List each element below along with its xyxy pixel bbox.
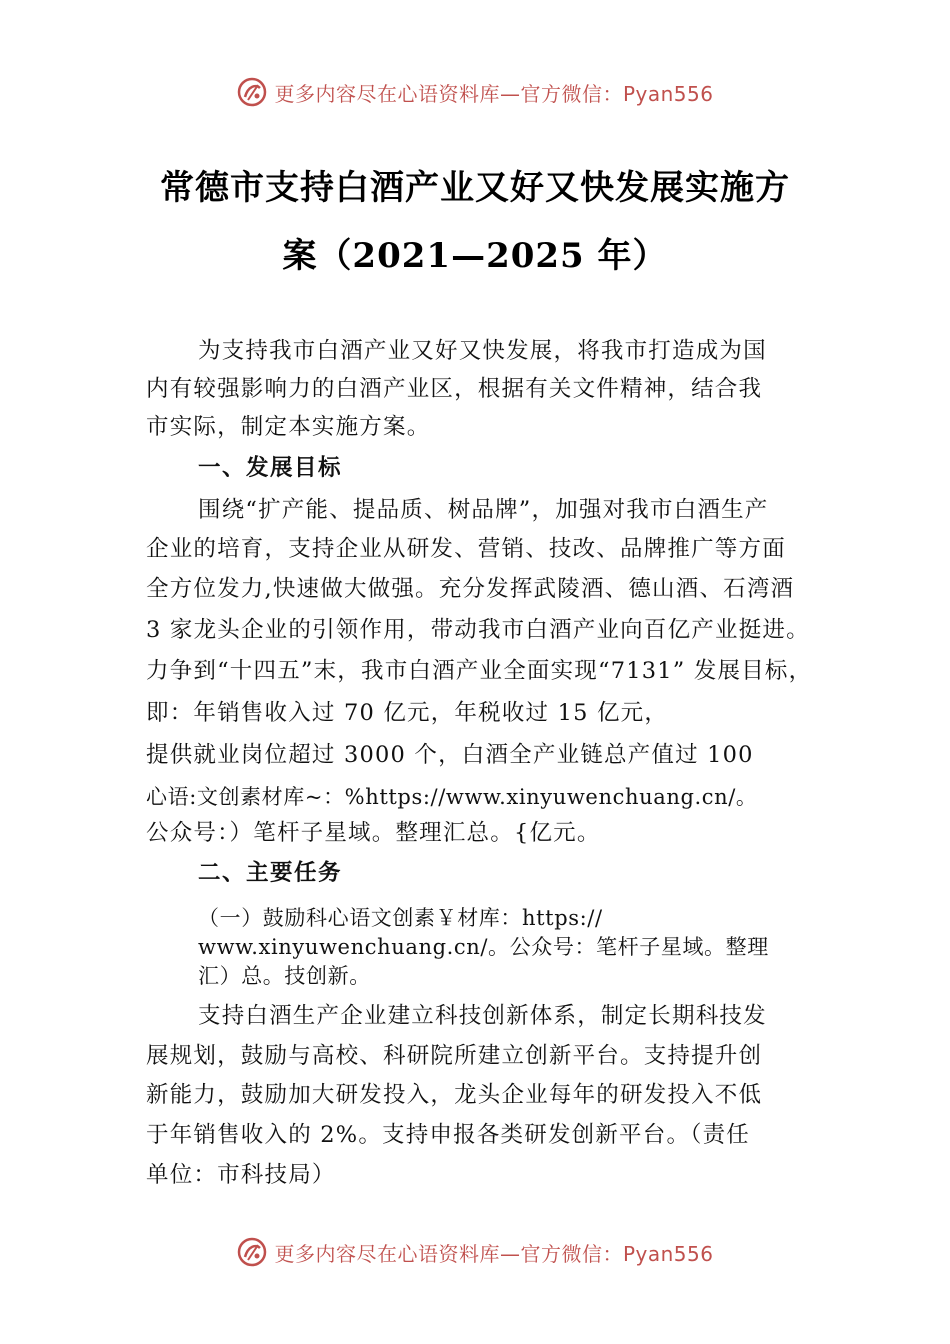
task-paragraph-line: 支持白酒生产企业建立科技创新体系，制定长期科技发 (198, 1003, 767, 1029)
goals-line: 全方位发力,快速做大做强。充分发挥武陵酒、德山酒、石湾酒 (146, 576, 795, 602)
goals-line: 企业的培育，支持企业从研发、营销、技改、品牌推广等方面 (146, 536, 786, 562)
section-heading-goals: 一、发展目标 (198, 455, 343, 481)
header-watermark (0, 72, 950, 112)
section-heading-tasks: 二、主要任务 (198, 860, 343, 886)
goals-line: 3 家龙头企业的引领作用，带动我市白酒产业向百亿产业挺进。 (146, 617, 810, 643)
task-paragraph-line: 新能力，鼓励加大研发投入，龙头企业每年的研发投入不低 (146, 1082, 763, 1108)
goals-line: 力争到“十四五”末，我市白酒产业全面实现“7131” 发展目标， (146, 658, 813, 684)
document-title-line-1: 常德市支持白酒产业又好又快发展实施方 (160, 168, 790, 208)
watermark-text: 更多内容尽在心语资料库—官方微信：Pyan556 (274, 1241, 714, 1266)
goals-line: 即：年销售收入过 70 亿元，年税收过 15 亿元， (146, 700, 669, 726)
footer-watermark (0, 1232, 950, 1272)
goals-line: 围绕“扩产能、提品质、树品牌”，加强对我市白酒生产 (198, 497, 769, 523)
intro-line: 为支持我市白酒产业又好又快发展，将我市打造成为国 (198, 338, 767, 364)
task-paragraph-line: 展规划，鼓励与高校、科研院所建立创新平台。支持提升创 (146, 1043, 763, 1069)
task-subheading-line: 汇）总。技创新。 (198, 964, 371, 988)
intro-line: 市实际，制定本实施方案。 (146, 414, 431, 440)
seal-logo-icon (236, 1236, 268, 1268)
goals-line: 提供就业岗位超过 3000 个，白酒全产业链总产值过 100 (146, 742, 754, 768)
task-paragraph-line: 于年销售收入的 2%。支持申报各类研发创新平台。（责任 (146, 1122, 750, 1148)
intro-line: 内有较强影响力的白酒产业区，根据有关文件精神，结合我 (146, 376, 763, 402)
document-title-line-2: 案（2021—2025 年） (282, 236, 668, 276)
goals-line: 公众号：）笔杆子星域。整理汇总。{亿元。 (146, 820, 601, 846)
seal-logo-icon (236, 76, 268, 108)
watermark-text: 更多内容尽在心语资料库—官方微信：Pyan556 (274, 81, 714, 106)
task-subheading-line: （一）鼓励科心语文创素￥材库：https:// (198, 906, 603, 930)
task-subheading-line: www.xinyuwenchuang.cn/。公众号：笔杆子星域。整理 (198, 935, 769, 959)
goals-line: 心语:文创素材库~：%https://www.xinyuwenchuang.cn/。 (146, 785, 758, 809)
task-paragraph-line: 单位：市科技局） (146, 1162, 336, 1188)
